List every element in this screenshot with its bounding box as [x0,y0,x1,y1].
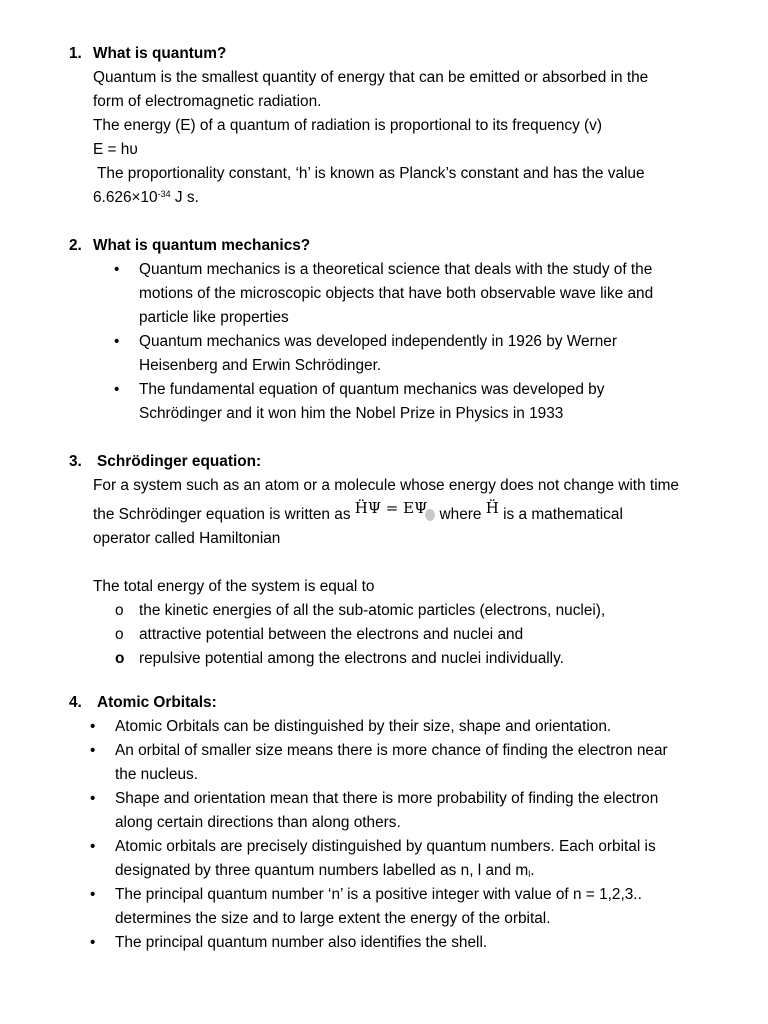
sentence-period: . [530,862,535,879]
energy-formula: E = hυ [93,141,138,158]
planck-value-unit: J s. [170,189,199,206]
paragraph-line: operator called Hamiltonian [93,530,281,547]
section-quantum-mechanics [69,234,723,426]
planck-value-base: 6.626×10 [93,189,158,206]
list-item-text: Heisenberg and Erwin Schrödinger. [139,357,382,374]
list-item [114,258,719,330]
bullet-marker: • [90,934,96,951]
hamiltonian-symbol: Ḧ [485,499,499,517]
list-item-text: Schrödinger and it won him the Nobel Prize in Physics in 1933 [139,405,564,422]
paragraph-line: The energy (E) of a quantum of radiation is proportional to its frequency (v) [93,117,603,134]
list-item-text: Quantum mechanics was developed independently in 1926 by Werner [139,333,617,350]
bullet-marker: • [114,333,120,350]
section-heading-text: Atomic Orbitals: [97,694,217,711]
paragraph-text: where [439,506,482,523]
list-item-text: The fundamental equation of quantum mechanics was developed by [139,381,605,398]
section-number: 3. [69,453,82,470]
list-item-text: Atomic orbitals are precisely distinguished by quantum numbers. Each orbital is [115,838,656,855]
section-heading-text: Schrödinger equation: [97,453,262,470]
list-item-text: the nucleus. [115,766,198,783]
list-item-text [115,859,715,883]
list-item [90,931,715,955]
planck-text: The proportionality constant, ‘h’ is known as Planck’s constant and has the value [97,165,645,182]
list-item [90,715,715,739]
list-item [90,883,715,931]
bullet-marker: • [90,838,96,855]
section-number: 1. [69,45,82,62]
list-item [114,378,719,426]
list-item-text: An orbital of smaller size means there is more chance of finding the electron near [115,742,668,759]
list-item-text: Quantum mechanics is a theoretical science that deals with the study of the [139,261,653,278]
section-what-is-quantum [69,42,723,210]
list-item-text: attractive potential between the electrons and nuclei and [139,626,524,643]
list-item-text: the kinetic energies of all the sub-atomic particles (electrons, nuclei), [139,602,606,619]
bullet-marker: • [90,790,96,807]
list-item-text: The principal quantum number ‘n’ is a positive integer with value of n = 1,2,3.. [115,886,642,903]
schrodinger-equation-formula: ḦΨ = EΨ [354,499,428,517]
list-item-text: determines the size and to large extent the energy of the orbital. [115,910,551,927]
list-item [90,835,715,883]
list-item [115,623,723,647]
planck-value-exponent: -34 [157,189,171,199]
paragraph-line [93,162,723,186]
section-heading: What is quantum? [93,45,227,62]
list-item [115,599,723,623]
list-item-text: along certain directions than along others. [115,814,401,831]
document-page [0,42,768,955]
circle-marker: o [115,650,125,667]
section-heading [93,691,723,715]
paragraph-line: Quantum is the smallest quantity of energy that can be emitted or absorbed in the [93,69,649,86]
bullet-marker: • [90,742,96,759]
list-item [114,330,719,378]
list-item-text: The principal quantum number also identifies the shell. [115,934,488,951]
quantum-numbers-text: designated by three quantum numbers labelled as n, l and m [115,862,529,879]
ml-subscript: l [528,869,531,879]
paragraph-text: is a mathematical [503,506,623,523]
section-heading [93,450,723,474]
list-item-text: particle like properties [139,309,289,326]
list-item-text: Shape and orientation mean that there is more probability of finding the electron [115,790,659,807]
section-number: 4. [69,694,82,711]
list-item-text: Atomic Orbitals can be distinguished by their size, shape and orientation. [115,718,612,735]
circle-marker: o [115,602,124,619]
bullet-marker: • [90,886,96,903]
paragraph-line: For a system such as an atom or a molecule whose energy does not change with time [93,477,679,494]
list-item-text: repulsive potential among the electrons and nuclei individually. [139,650,564,667]
paragraph-line: The total energy of the system is equal to [93,578,375,595]
planck-value [93,186,723,210]
section-atomic-orbitals [69,691,723,955]
circle-marker: o [115,626,124,643]
list-item [90,787,715,835]
bullet-marker: • [114,381,120,398]
section-number: 2. [69,237,82,254]
paragraph-line [93,499,723,527]
paragraph-line: form of electromagnetic radiation. [93,93,322,110]
section-heading: What is quantum mechanics? [93,237,311,254]
section-schrodinger-equation [69,450,723,671]
bullet-marker: • [114,261,120,278]
list-item [115,647,723,671]
list-item-text: motions of the microscopic objects that have both observable wave like and [139,285,654,302]
bullet-marker: • [90,718,96,735]
paragraph-text: the Schrödinger equation is written as [93,506,351,523]
list-item [90,739,715,787]
